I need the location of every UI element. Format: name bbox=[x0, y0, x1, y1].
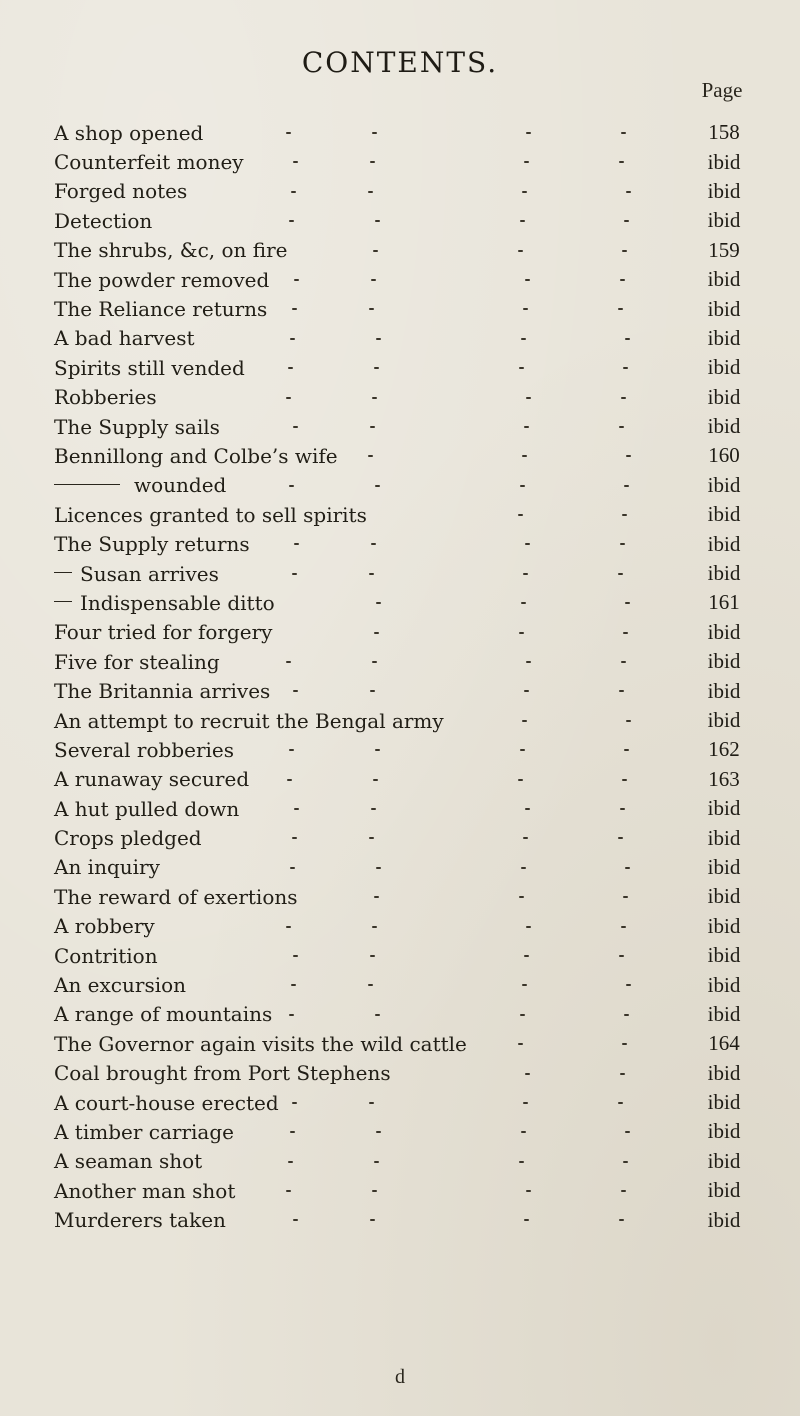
leader-dash bbox=[526, 1190, 531, 1192]
leader-dash bbox=[370, 1219, 375, 1221]
leader-dash bbox=[372, 132, 377, 134]
entry-title: Another man shot bbox=[54, 1178, 236, 1203]
contents-entry bbox=[54, 441, 774, 470]
entry-title: Susan arrives bbox=[80, 561, 219, 586]
entry-page-number: ibid bbox=[707, 943, 741, 968]
entry-title: An excursion bbox=[54, 973, 187, 998]
entry-title: A seaman shot bbox=[54, 1149, 203, 1174]
contents-entry bbox=[54, 500, 774, 529]
leader-dash bbox=[625, 1131, 630, 1133]
entry-title: Spirits still vended bbox=[54, 355, 245, 380]
leader-dash bbox=[375, 749, 380, 751]
entry-page-number: ibid bbox=[707, 296, 741, 321]
entry-title: Licences granted to sell spirits bbox=[54, 502, 367, 527]
contents-entry bbox=[54, 118, 774, 147]
leader-dash bbox=[524, 955, 529, 957]
leader-dash bbox=[526, 397, 531, 399]
entry-page-number: ibid bbox=[707, 796, 741, 821]
leader-dash bbox=[519, 632, 524, 634]
entry-page-number: 164 bbox=[708, 1031, 740, 1056]
contents-entry bbox=[54, 882, 774, 911]
entry-page-number: ibid bbox=[707, 208, 741, 233]
entry-title: Indispensable ditto bbox=[80, 590, 275, 615]
leader-dash bbox=[293, 1219, 298, 1221]
entry-page-number: 161 bbox=[708, 590, 740, 615]
leader-dash bbox=[289, 220, 294, 222]
contents-entry bbox=[54, 647, 774, 676]
contents-list bbox=[54, 118, 774, 1235]
leader-dash bbox=[625, 602, 630, 604]
leader-dash bbox=[521, 867, 526, 869]
leader-dash bbox=[621, 1190, 626, 1192]
leader-dash bbox=[621, 661, 626, 663]
leader-dash bbox=[369, 1102, 374, 1104]
leader-dash bbox=[372, 397, 377, 399]
leader-dash bbox=[518, 514, 523, 516]
entry-page-number: 159 bbox=[708, 237, 740, 262]
leader-dash bbox=[368, 191, 373, 193]
leader-dash bbox=[373, 779, 378, 781]
entry-page-number: ibid bbox=[707, 1148, 741, 1173]
leader-dash bbox=[523, 837, 528, 839]
contents-entry bbox=[54, 471, 774, 500]
contents-entry bbox=[54, 177, 774, 206]
leader-dash bbox=[286, 397, 291, 399]
entry-title: Contrition bbox=[54, 943, 158, 968]
entry-page-number: ibid bbox=[707, 149, 741, 174]
leader-dash bbox=[621, 132, 626, 134]
leader-dash bbox=[622, 514, 627, 516]
contents-entry bbox=[54, 236, 774, 265]
contents-entry bbox=[54, 1205, 774, 1234]
entry-title: A court-house erected bbox=[54, 1090, 279, 1115]
leader-dash bbox=[293, 690, 298, 692]
leader-dash bbox=[292, 573, 297, 575]
leader-dash bbox=[522, 191, 527, 193]
entry-page-number: ibid bbox=[707, 384, 741, 409]
leader-dash bbox=[292, 1102, 297, 1104]
leader-dash bbox=[371, 808, 376, 810]
leader-dash bbox=[372, 661, 377, 663]
leader-dash bbox=[618, 308, 623, 310]
entry-page-number: 162 bbox=[708, 737, 740, 762]
leader-dash bbox=[620, 1073, 625, 1075]
entry-title: The shrubs, &c, on fire bbox=[54, 238, 288, 263]
leader-dash bbox=[618, 573, 623, 575]
leader-dash bbox=[623, 367, 628, 369]
leader-dash bbox=[289, 749, 294, 751]
leader-dash bbox=[619, 426, 624, 428]
entry-title: The Governor again visits the wild cattle bbox=[54, 1031, 467, 1056]
leader-dash bbox=[526, 926, 531, 928]
leader-dash bbox=[623, 896, 628, 898]
leader-dash bbox=[519, 1161, 524, 1163]
leader-dash bbox=[522, 720, 527, 722]
leader-dash bbox=[523, 308, 528, 310]
entry-title: Crops pledged bbox=[54, 826, 202, 851]
leader-dash bbox=[522, 455, 527, 457]
entry-page-number: ibid bbox=[707, 825, 741, 850]
leader-dash bbox=[622, 779, 627, 781]
leader-dash bbox=[372, 1190, 377, 1192]
entry-title: The Supply sails bbox=[54, 414, 220, 439]
entry-title: Five for stealing bbox=[54, 649, 220, 674]
leader-dash bbox=[294, 808, 299, 810]
entry-title: The powder removed bbox=[54, 267, 270, 292]
leader-dash bbox=[622, 250, 627, 252]
contents-entry bbox=[54, 1147, 774, 1176]
entry-title: Robberies bbox=[54, 385, 157, 410]
leader-dash bbox=[624, 1014, 629, 1016]
contents-entry bbox=[54, 147, 774, 176]
leader-dash bbox=[375, 485, 380, 487]
leader-dash bbox=[619, 955, 624, 957]
leader-dash bbox=[518, 779, 523, 781]
contents-entry bbox=[54, 618, 774, 647]
entry-title: The reward of exertions bbox=[54, 884, 298, 909]
contents-entry bbox=[54, 1088, 774, 1117]
leader-dash bbox=[522, 984, 527, 986]
leader-dash bbox=[619, 161, 624, 163]
contents-entry bbox=[54, 706, 774, 735]
leader-dash bbox=[287, 779, 292, 781]
leader-dash bbox=[292, 837, 297, 839]
entry-page-number: ibid bbox=[707, 1060, 741, 1085]
contents-entry bbox=[54, 1059, 774, 1088]
leader-dash bbox=[520, 749, 525, 751]
entry-page-number: ibid bbox=[707, 649, 741, 674]
entry-page-number: ibid bbox=[707, 619, 741, 644]
leader-dash bbox=[286, 132, 291, 134]
leader-dash bbox=[291, 191, 296, 193]
contents-entry bbox=[54, 1000, 774, 1029]
entry-title: An attempt to recruit the Bengal army bbox=[54, 708, 444, 733]
entry-page-number: ibid bbox=[707, 325, 741, 350]
entry-page-number: ibid bbox=[707, 972, 741, 997]
leader-dash bbox=[376, 867, 381, 869]
entry-title: Counterfeit money bbox=[54, 150, 244, 175]
entry-title: Detection bbox=[54, 208, 153, 233]
leader-dash bbox=[293, 955, 298, 957]
entry-title: Several robberies bbox=[54, 737, 235, 762]
contents-entry bbox=[54, 353, 774, 382]
entry-page-number: ibid bbox=[707, 678, 741, 703]
contents-entry bbox=[54, 970, 774, 999]
leader-dash bbox=[626, 455, 631, 457]
leader-dash bbox=[626, 984, 631, 986]
leader-dash bbox=[294, 279, 299, 281]
leader-dash bbox=[618, 1102, 623, 1104]
entry-title: The Reliance returns bbox=[54, 297, 268, 322]
leader-dash bbox=[524, 426, 529, 428]
leader-dash bbox=[290, 867, 295, 869]
contents-entry bbox=[54, 676, 774, 705]
contents-entry bbox=[54, 912, 774, 941]
leader-dash bbox=[619, 690, 624, 692]
leader-dash bbox=[524, 161, 529, 163]
leader-dash bbox=[369, 837, 374, 839]
leader-dash bbox=[370, 161, 375, 163]
leader-dash bbox=[620, 808, 625, 810]
contents-entry bbox=[54, 735, 774, 764]
leader-dash bbox=[290, 338, 295, 340]
ditto-dash bbox=[54, 572, 72, 573]
entry-title: The Britannia arrives bbox=[54, 679, 271, 704]
leader-dash bbox=[622, 1043, 627, 1045]
entry-page-number: ibid bbox=[707, 1001, 741, 1026]
entry-page-number: ibid bbox=[707, 1090, 741, 1115]
leader-dash bbox=[374, 632, 379, 634]
leader-dash bbox=[618, 837, 623, 839]
entry-page-number: ibid bbox=[707, 414, 741, 439]
leader-dash bbox=[620, 279, 625, 281]
leader-dash bbox=[369, 573, 374, 575]
entry-title: Forged notes bbox=[54, 179, 188, 204]
leader-dash bbox=[621, 397, 626, 399]
entry-page-number: ibid bbox=[707, 561, 741, 586]
leader-dash bbox=[520, 220, 525, 222]
leader-dash bbox=[375, 1014, 380, 1016]
entry-page-number: ibid bbox=[707, 1178, 741, 1203]
leader-dash bbox=[376, 338, 381, 340]
entry-page-number: ibid bbox=[707, 1207, 741, 1232]
leader-dash bbox=[619, 1219, 624, 1221]
leader-dash bbox=[293, 426, 298, 428]
leader-dash bbox=[290, 1131, 295, 1133]
leader-dash bbox=[376, 1131, 381, 1133]
entry-page-number: 160 bbox=[708, 443, 740, 468]
leader-dash bbox=[375, 220, 380, 222]
leader-dash bbox=[374, 896, 379, 898]
ditto-dash bbox=[54, 484, 120, 485]
leader-dash bbox=[374, 367, 379, 369]
leader-dash bbox=[288, 367, 293, 369]
entry-page-number: ibid bbox=[707, 267, 741, 292]
entry-page-number: ibid bbox=[707, 355, 741, 380]
contents-heading: CONTENTS. bbox=[301, 46, 499, 79]
leader-dash bbox=[621, 926, 626, 928]
leader-dash bbox=[372, 926, 377, 928]
leader-dash bbox=[374, 1161, 379, 1163]
contents-entry bbox=[54, 412, 774, 441]
leader-dash bbox=[293, 161, 298, 163]
contents-entry bbox=[54, 529, 774, 558]
leader-dash bbox=[525, 808, 530, 810]
leader-dash bbox=[288, 1161, 293, 1163]
leader-dash bbox=[521, 602, 526, 604]
entry-page-number: ibid bbox=[707, 472, 741, 497]
contents-entry bbox=[54, 823, 774, 852]
leader-dash bbox=[626, 191, 631, 193]
entry-title: Murderers taken bbox=[54, 1208, 226, 1233]
leader-dash bbox=[524, 690, 529, 692]
leader-dash bbox=[624, 220, 629, 222]
entry-page-number: ibid bbox=[707, 884, 741, 909]
contents-entry bbox=[54, 588, 774, 617]
leader-dash bbox=[286, 661, 291, 663]
leader-dash bbox=[520, 1014, 525, 1016]
ditto-dash bbox=[54, 601, 72, 602]
entry-title: Four tried for forgery bbox=[54, 620, 273, 645]
leader-dash bbox=[524, 1219, 529, 1221]
entry-title: An inquiry bbox=[54, 855, 160, 880]
entry-page-number: 163 bbox=[708, 766, 740, 791]
leader-dash bbox=[521, 1131, 526, 1133]
leader-dash bbox=[371, 543, 376, 545]
leader-dash bbox=[523, 573, 528, 575]
leader-dash bbox=[525, 1073, 530, 1075]
contents-entry bbox=[54, 794, 774, 823]
leader-dash bbox=[625, 338, 630, 340]
contents-entry bbox=[54, 324, 774, 353]
leader-dash bbox=[292, 308, 297, 310]
leader-dash bbox=[626, 720, 631, 722]
entry-title: A bad harvest bbox=[54, 326, 195, 351]
leader-dash bbox=[286, 1190, 291, 1192]
leader-dash bbox=[373, 250, 378, 252]
entry-title: Coal brought from Port Stephens bbox=[54, 1061, 391, 1086]
leader-dash bbox=[523, 1102, 528, 1104]
leader-dash bbox=[369, 308, 374, 310]
entry-title: A runaway secured bbox=[54, 767, 250, 792]
leader-dash bbox=[518, 1043, 523, 1045]
leader-dash bbox=[624, 749, 629, 751]
leader-dash bbox=[623, 632, 628, 634]
contents-entry bbox=[54, 941, 774, 970]
leader-dash bbox=[521, 338, 526, 340]
signature-mark: d bbox=[395, 1366, 405, 1388]
contents-entry bbox=[54, 853, 774, 882]
contents-entry bbox=[54, 294, 774, 323]
contents-entry bbox=[54, 559, 774, 588]
leader-dash bbox=[525, 279, 530, 281]
leader-dash bbox=[370, 955, 375, 957]
entry-page-number: ibid bbox=[707, 531, 741, 556]
entry-page-number: 158 bbox=[708, 120, 740, 145]
entry-page-number: ibid bbox=[707, 502, 741, 527]
contents-entry bbox=[54, 206, 774, 235]
entry-title: Bennillong and Colbe’s wife bbox=[54, 443, 338, 468]
leader-dash bbox=[519, 367, 524, 369]
leader-dash bbox=[289, 1014, 294, 1016]
leader-dash bbox=[624, 485, 629, 487]
entry-title: A shop opened bbox=[54, 120, 204, 145]
leader-dash bbox=[520, 485, 525, 487]
leader-dash bbox=[370, 426, 375, 428]
contents-entry bbox=[54, 1117, 774, 1146]
entry-title: wounded bbox=[134, 473, 227, 498]
leader-dash bbox=[526, 661, 531, 663]
leader-dash bbox=[286, 926, 291, 928]
leader-dash bbox=[294, 543, 299, 545]
page-column-label: Page bbox=[701, 78, 743, 102]
leader-dash bbox=[289, 485, 294, 487]
contents-entry bbox=[54, 1029, 774, 1058]
entry-page-number: ibid bbox=[707, 708, 741, 732]
contents-entry bbox=[54, 1176, 774, 1205]
leader-dash bbox=[368, 984, 373, 986]
leader-dash bbox=[623, 1161, 628, 1163]
leader-dash bbox=[525, 543, 530, 545]
entry-page-number: ibid bbox=[707, 854, 741, 879]
entry-title: A range of mountains bbox=[54, 1002, 273, 1027]
leader-dash bbox=[368, 455, 373, 457]
entry-page-number: ibid bbox=[707, 913, 741, 938]
leader-dash bbox=[370, 690, 375, 692]
contents-entry bbox=[54, 265, 774, 294]
leader-dash bbox=[526, 132, 531, 134]
entry-title: A robbery bbox=[54, 914, 155, 939]
contents-entry bbox=[54, 383, 774, 412]
leader-dash bbox=[376, 602, 381, 604]
leader-dash bbox=[625, 867, 630, 869]
entry-title: A timber carriage bbox=[54, 1119, 234, 1144]
leader-dash bbox=[620, 543, 625, 545]
leader-dash bbox=[519, 896, 524, 898]
contents-entry bbox=[54, 765, 774, 794]
entry-page-number: ibid bbox=[707, 178, 741, 203]
leader-dash bbox=[371, 279, 376, 281]
leader-dash bbox=[518, 250, 523, 252]
entry-page-number: ibid bbox=[707, 1119, 741, 1144]
entry-title: The Supply returns bbox=[54, 532, 250, 557]
entry-title: A hut pulled down bbox=[54, 796, 240, 821]
leader-dash bbox=[291, 984, 296, 986]
